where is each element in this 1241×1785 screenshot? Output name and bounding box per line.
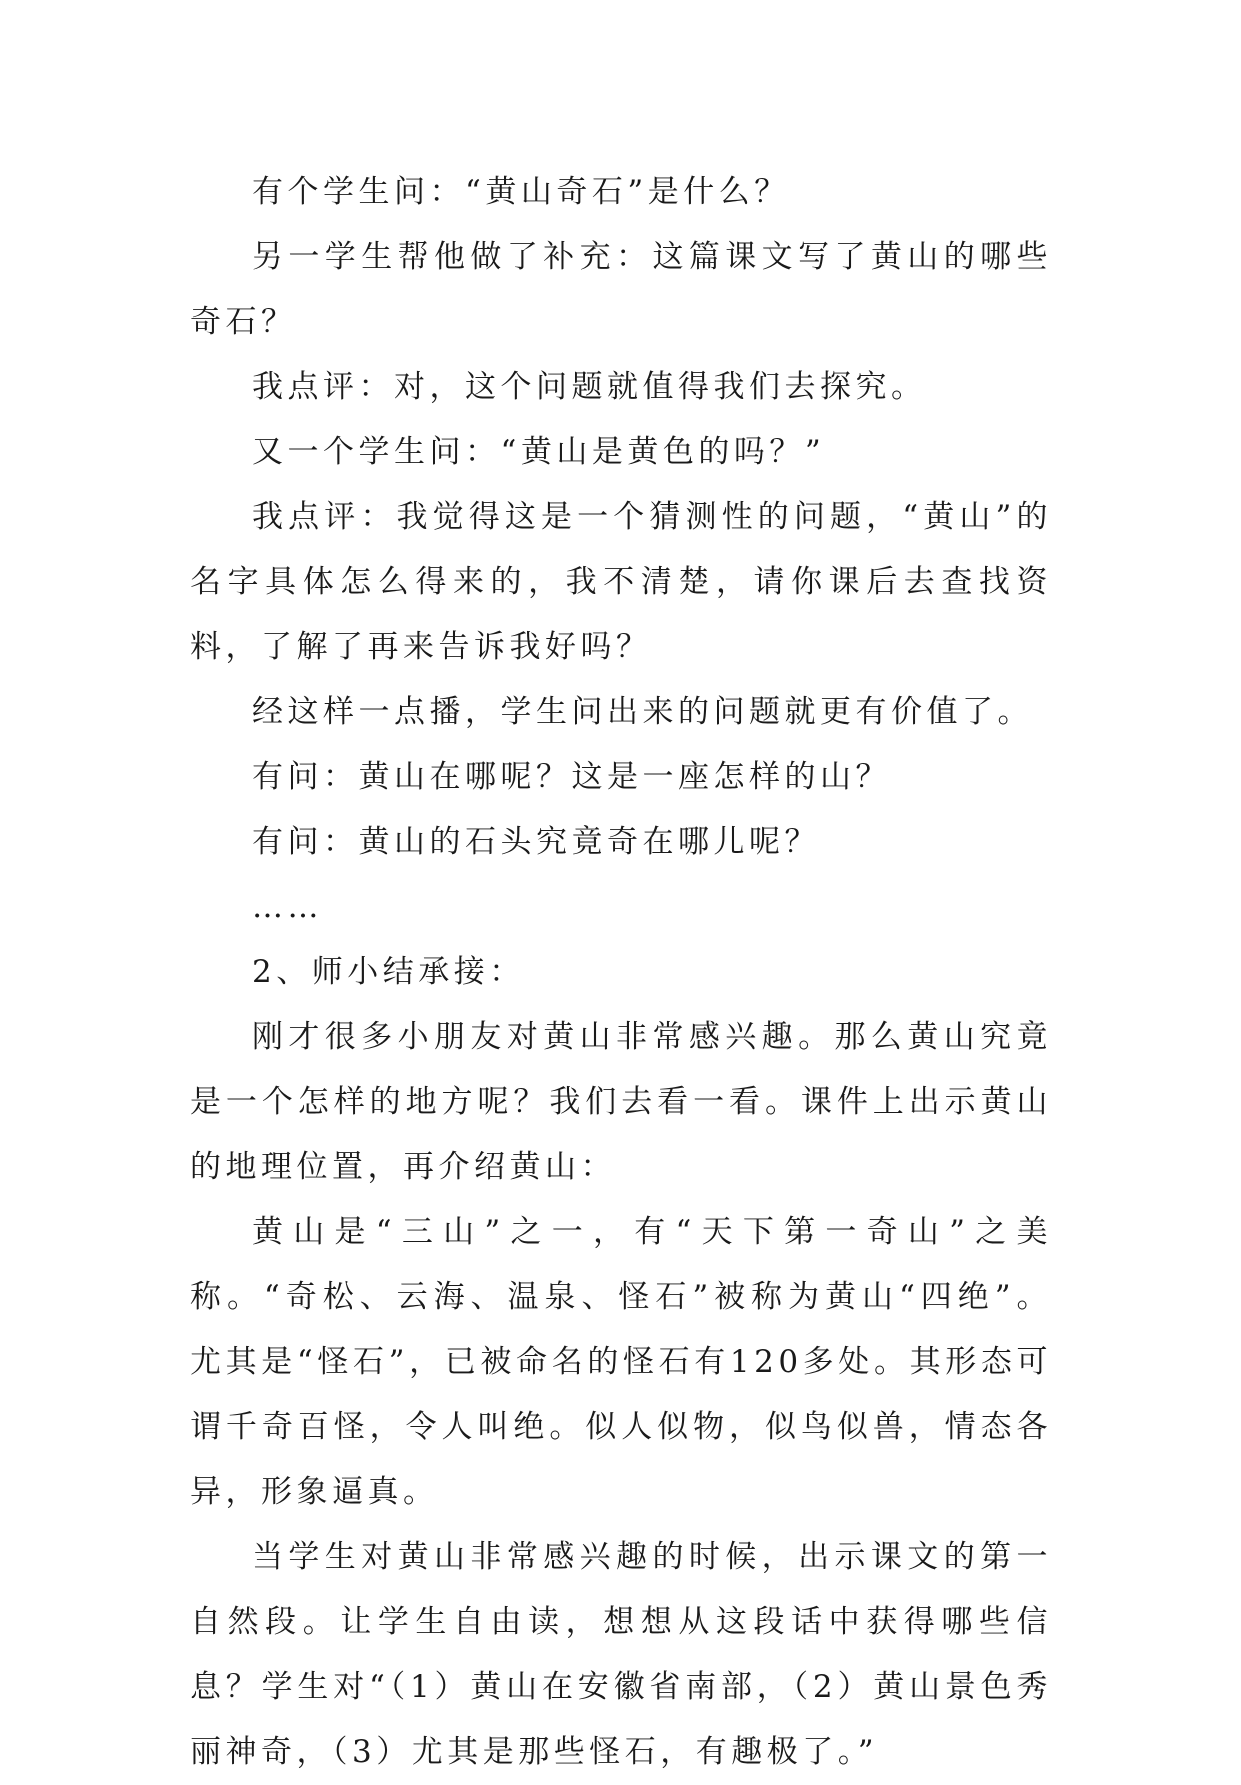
section-heading-summary: 2、师小结承接： xyxy=(252,954,525,990)
paragraph-reading-activity: 当学生对黄山非常感兴趣的时候，出示课文的第一自然段。让学生自由读，想想从这段话中获得哪些信息？学生对“（1）黄山在安徽省南部，（2）黄山景色秀丽神奇，（3）尤其是那些怪石，有趣极了。” xyxy=(190,1539,1052,1770)
paragraph-ellipsis: …… xyxy=(252,889,323,925)
paragraph-transition: 刚才很多小朋友对黄山非常感兴趣。那么黄山究竟是一个怎样的地方呢？我们去看一看。课件上出示黄山的地理位置，再介绍黄山： xyxy=(190,1019,1052,1185)
paragraph-huangshan-intro: 黄山是“三山”之一，有“天下第一奇山”之美称。“奇松、云海、温泉、怪石”被称为黄山“四绝”。尤其是“怪石”，已被命名的怪石有120多处。其形态可谓千奇百怪，令人叫绝。似人似物，似鸟似兽，情态各异，形象逼真。 xyxy=(190,1214,1052,1510)
document-body xyxy=(190,160,1052,1785)
paragraph-student-supplement: 另一学生帮他做了补充：这篇课文写了黄山的哪些奇石？ xyxy=(190,239,1052,340)
paragraph-student-question-2: 又一个学生问：“黄山是黄色的吗？” xyxy=(252,434,826,470)
paragraph-teacher-comment-2: 我点评：我觉得这是一个猜测性的问题，“黄山”的名字具体怎么得来的，我不清楚，请你课后去查找资料，了解了再来告诉我好吗？ xyxy=(190,499,1052,665)
paragraph-guidance-result: 经这样一点播，学生问出来的问题就更有价值了。 xyxy=(252,694,1033,730)
paragraph-teacher-comment-1: 我点评：对，这个问题就值得我们去探究。 xyxy=(252,369,927,405)
paragraph-student-question-1: 有个学生问：“黄山奇石”是什么？ xyxy=(252,174,790,210)
paragraph-question-stones: 有问：黄山的石头究竟奇在哪儿呢？ xyxy=(252,824,820,860)
paragraph-question-location: 有问：黄山在哪呢？这是一座怎样的山？ xyxy=(252,759,891,795)
